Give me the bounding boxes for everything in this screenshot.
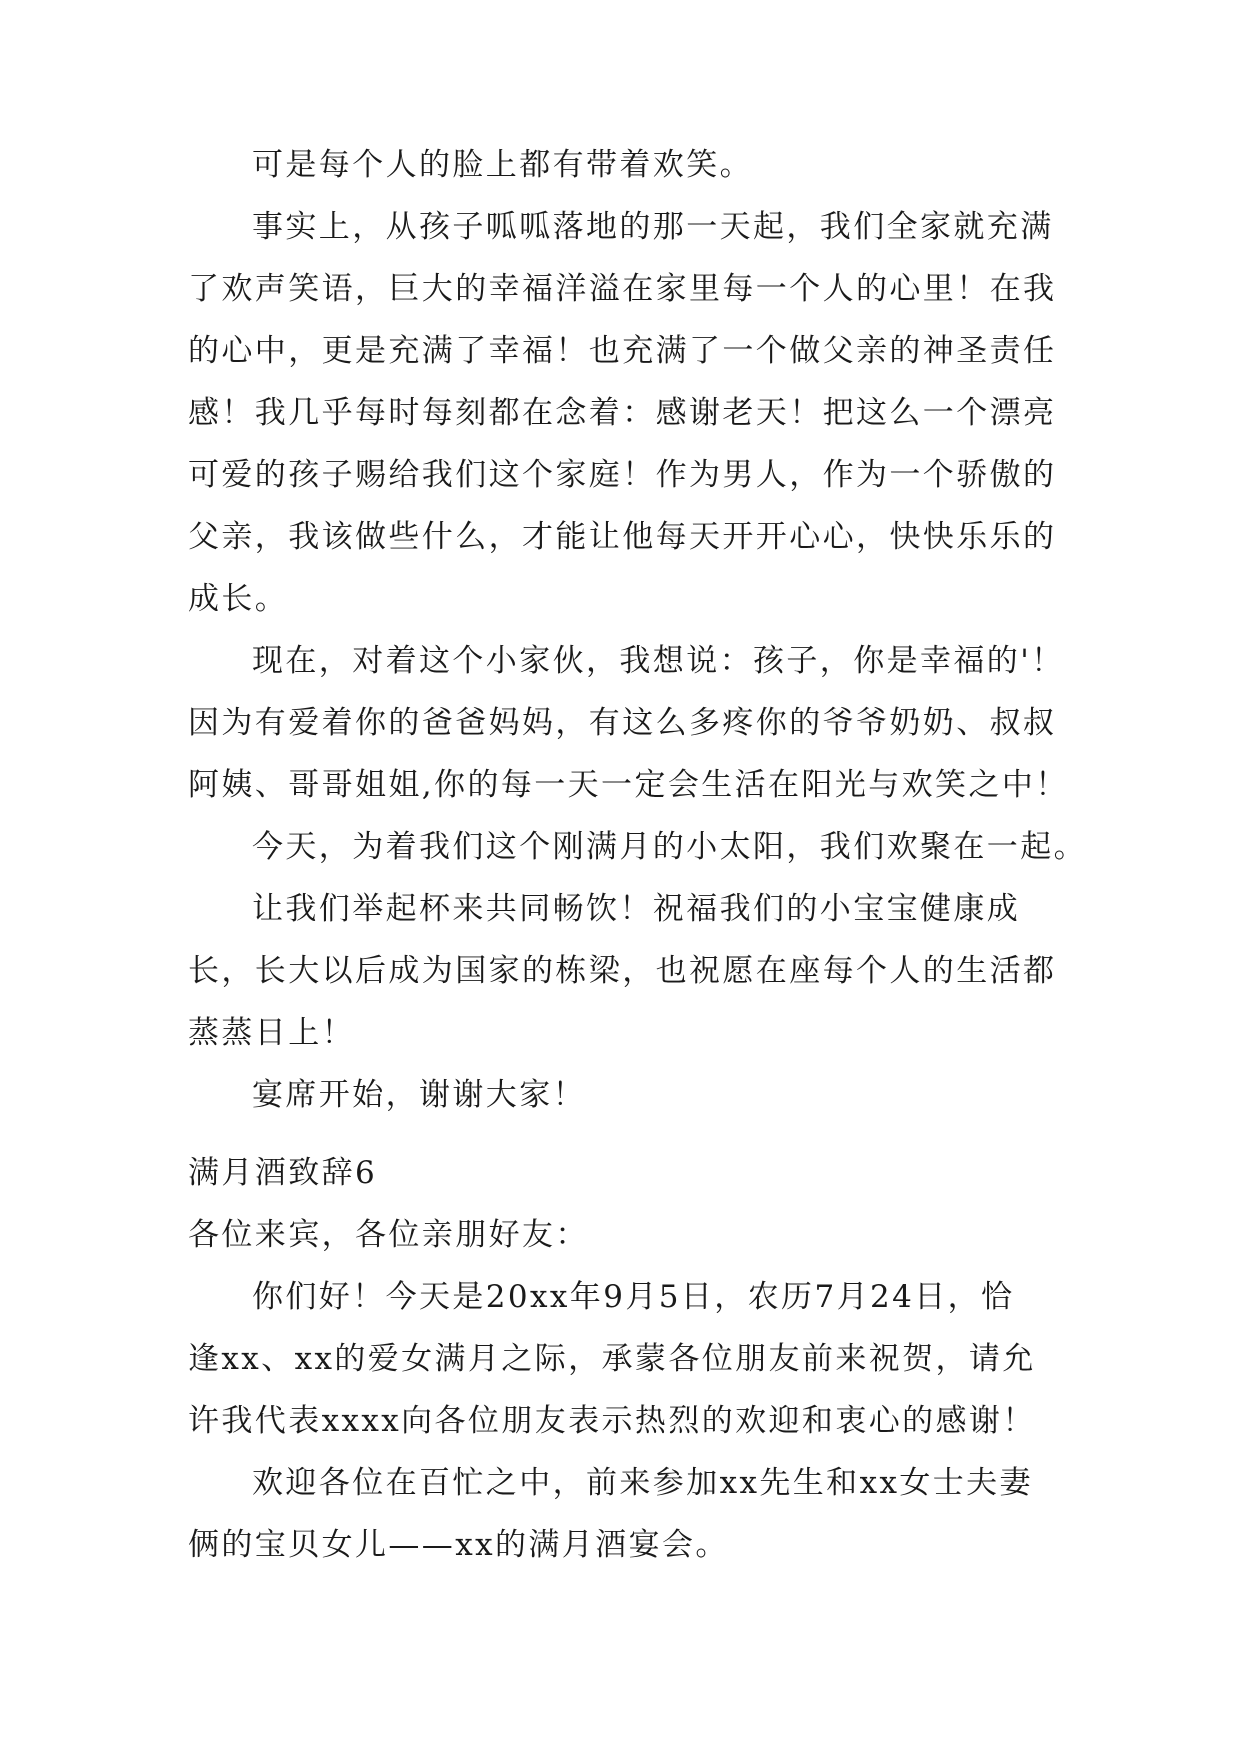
text-line: 现在，对着这个小家伙，我想说：孩子，你是幸福的'！: [252, 643, 1065, 679]
text-line: 事实上，从孩子呱呱落地的那一天起，我们全家就充满: [252, 209, 1054, 245]
text-line: 许我代表xxxx向各位朋友表示热烈的欢迎和衷心的感谢！: [188, 1403, 1036, 1439]
text-line: 的心中，更是充满了幸福！也充满了一个做父亲的神圣责任: [188, 333, 1057, 369]
text-line: 逢xx、xx的爱女满月之际，承蒙各位朋友前来祝贺，请允: [188, 1341, 1036, 1377]
text-line: 阿姨、哥哥姐姐,你的每一天一定会生活在阳光与欢笑之中！: [188, 767, 1069, 803]
text-line: 可爱的孩子赐给我们这个家庭！作为男人，作为一个骄傲的: [188, 457, 1057, 493]
text-line: 父亲，我该做些什么，才能让他每天开开心心，快快乐乐的: [188, 519, 1057, 555]
text-line: 今天，为着我们这个刚满月的小太阳，我们欢聚在一起。: [252, 829, 1087, 865]
speech-6: [188, 1142, 1068, 1576]
text-line: 了欢声笑语，巨大的幸福洋溢在家里每一个人的心里！在我: [188, 271, 1057, 307]
text-line: 欢迎各位在百忙之中，前来参加xx先生和xx女士夫妻: [252, 1465, 1033, 1501]
text-line: 因为有爱着你的爸爸妈妈，有这么多疼你的爷爷奶奶、叔叔: [188, 705, 1057, 741]
text-line: 长，长大以后成为国家的栋梁，也祝愿在座每个人的生活都: [188, 953, 1057, 989]
text-line: 可是每个人的脸上都有带着欢笑。: [252, 147, 753, 183]
text-line: 蒸蒸日上！: [188, 1015, 355, 1051]
text-line: 让我们举起杯来共同畅饮！祝福我们的小宝宝健康成: [252, 891, 1021, 927]
salutation: 各位来宾，各位亲朋好友：: [188, 1217, 589, 1253]
speech-5-ending: [188, 134, 1087, 1126]
text-line: 感！我几乎每时每刻都在念着：感谢老天！把这么一个漂亮: [188, 395, 1057, 431]
text-line: 宴席开始，谢谢大家！: [252, 1077, 586, 1113]
text-line: 成长。: [188, 581, 289, 617]
section-heading: 满月酒致辞6: [188, 1155, 378, 1191]
text-line: 俩的宝贝女儿——xx的满月酒宴会。: [188, 1527, 729, 1563]
text-line: 你们好！今天是20xx年9月5日，农历7月24日，恰: [252, 1279, 1015, 1315]
